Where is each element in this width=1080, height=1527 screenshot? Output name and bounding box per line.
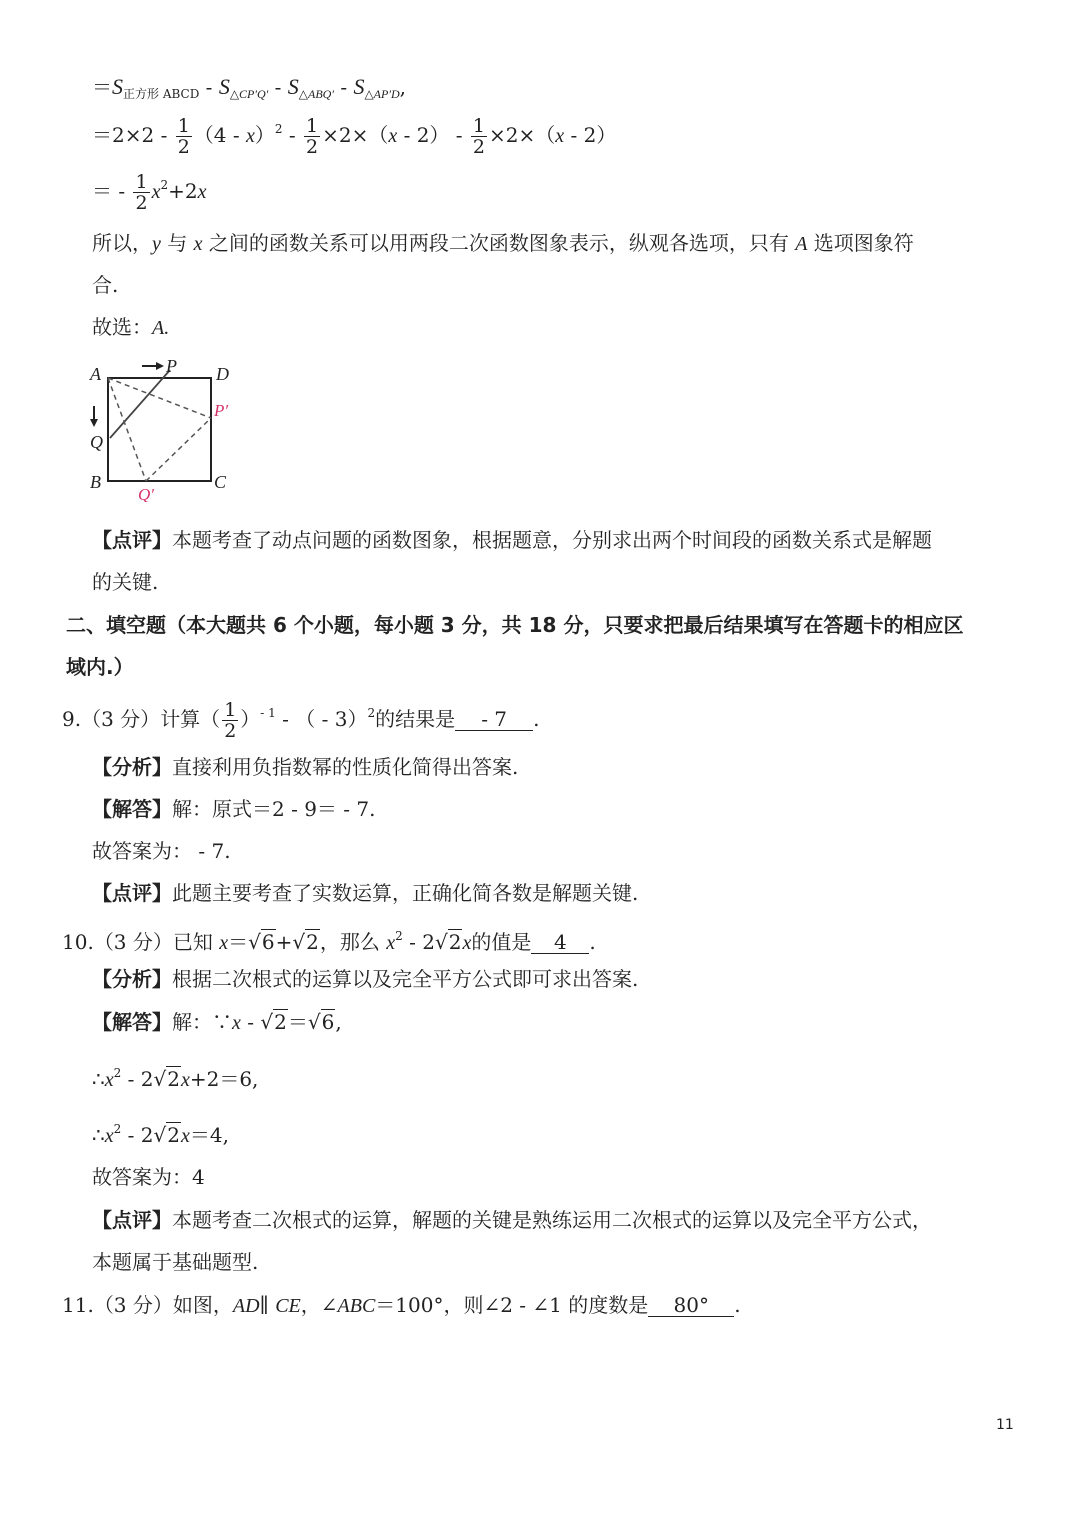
label-d: D xyxy=(216,364,229,384)
arrow-down-icon-head xyxy=(90,419,98,427)
fraction-half: $\frac{1}{2}$ xyxy=(177,115,190,158)
label-a: A xyxy=(90,364,101,384)
label-c: C xyxy=(214,472,227,492)
question-10: 10.（3 分）已知 x＝√6+√2，那么 $x^2 - 2√2x$的值是 4 . xyxy=(62,929,596,954)
solution-line: 【解答】解：原式＝2 - 9＝ - 7. xyxy=(92,797,376,821)
label-p: P xyxy=(166,356,177,376)
section-heading: 二、填空题（本大题共 6 个小题，每小题 3 分，共 18 分，只要求把最后结果填写在答题卡的相应区 xyxy=(66,613,964,637)
dashed-p-prime-q-prime xyxy=(146,418,211,481)
page-number: 11 xyxy=(996,1417,1014,1433)
label-q: Q xyxy=(90,432,103,452)
label-q-prime: Q′ xyxy=(138,485,154,502)
arrow-right-icon-head xyxy=(156,362,164,370)
label-p-prime: P′ xyxy=(214,401,229,420)
section-heading-2: 域内.） xyxy=(66,655,134,679)
square-figure xyxy=(80,352,250,502)
answer-blank: 4 xyxy=(531,931,589,954)
answer-line: 故选：A. xyxy=(92,315,170,339)
answer-blank: 80° xyxy=(648,1294,734,1317)
review-line-q10: 【点评】本题考查二次根式的运算，解题的关键是熟练运用二次根式的运算以及完全平方公式， xyxy=(92,1208,932,1232)
fraction-half: $\frac{1}{2}$ xyxy=(306,115,319,158)
final-answer-line-q10: 故答案为：4 xyxy=(92,1165,205,1189)
square-abcd xyxy=(108,378,211,481)
review-line-2: 的关键. xyxy=(92,570,159,594)
question-11: 11.（3 分）如图，AD∥ CE，∠ABC＝100°，则∠2 - ∠1 的度数是 80° . xyxy=(62,1293,741,1317)
label-b: B xyxy=(90,472,101,492)
conclusion-line: 所以，y 与 x 之间的函数关系可以用两段二次函数图象表示，纵观各选项，只有 A 选项图象符 xyxy=(92,231,914,255)
derivation-line-2: $\therefore x^2 - 2√2x=4$, xyxy=(92,1122,229,1147)
fraction-half: $\frac{1}{2}$ xyxy=(472,115,486,158)
solution-area-line: $=S_{正方形 ABCD} - S_{\triangle CP'Q'} - S_{\triangle ABQ'} - S_{\triangle AP'D}$, xyxy=(92,74,406,101)
analysis-line: 【分析】直接利用负指数幂的性质化简得出答案. xyxy=(92,755,519,779)
solution-line-q10: 【解答】解：∵x - √2＝√6, xyxy=(92,1010,342,1034)
conclusion-line-2: 合. xyxy=(92,273,119,297)
solution-expansion-line: ＝2×2 - $\frac{1}{2}$ （4 - x）$^2$ - $\frac{1}{2}$ ×2×（x - 2） - $\frac{1}{2}$ ×2×（x - 2） xyxy=(92,115,617,158)
review-line-q10-2: 本题属于基础题型. xyxy=(92,1250,259,1274)
final-answer-line: 故答案为： - 7. xyxy=(92,839,231,863)
dashed-aq-prime xyxy=(108,378,146,481)
segment-pq xyxy=(110,370,170,438)
question-9: 9.（3 分）计算（ $\frac{1}{2}$ ）$^{- 1}$ - （ - 3）$^2$的结果是 - 7 . xyxy=(62,699,540,742)
review-line: 【点评】本题考查了动点问题的函数图象，根据题意，分别求出两个时间段的函数关系式是解题 xyxy=(92,528,932,552)
solution-result-line: ＝ - $\frac{1}{2}$ $x^2+2x$ xyxy=(92,171,207,214)
review-line-q9: 【点评】此题主要考查了实数运算，正确化简各数是解题关键. xyxy=(92,881,639,905)
fraction-half: $\frac{1}{2}$ xyxy=(224,699,237,742)
derivation-line: $\therefore x^2 - 2√2x+2=6$, xyxy=(92,1066,259,1091)
answer-blank: - 7 xyxy=(455,708,533,731)
fraction-half: $\frac{1}{2}$ xyxy=(135,171,148,214)
analysis-line-q10: 【分析】根据二次根式的运算以及完全平方公式即可求出答案. xyxy=(92,967,639,991)
dashed-ap-prime xyxy=(108,378,211,418)
